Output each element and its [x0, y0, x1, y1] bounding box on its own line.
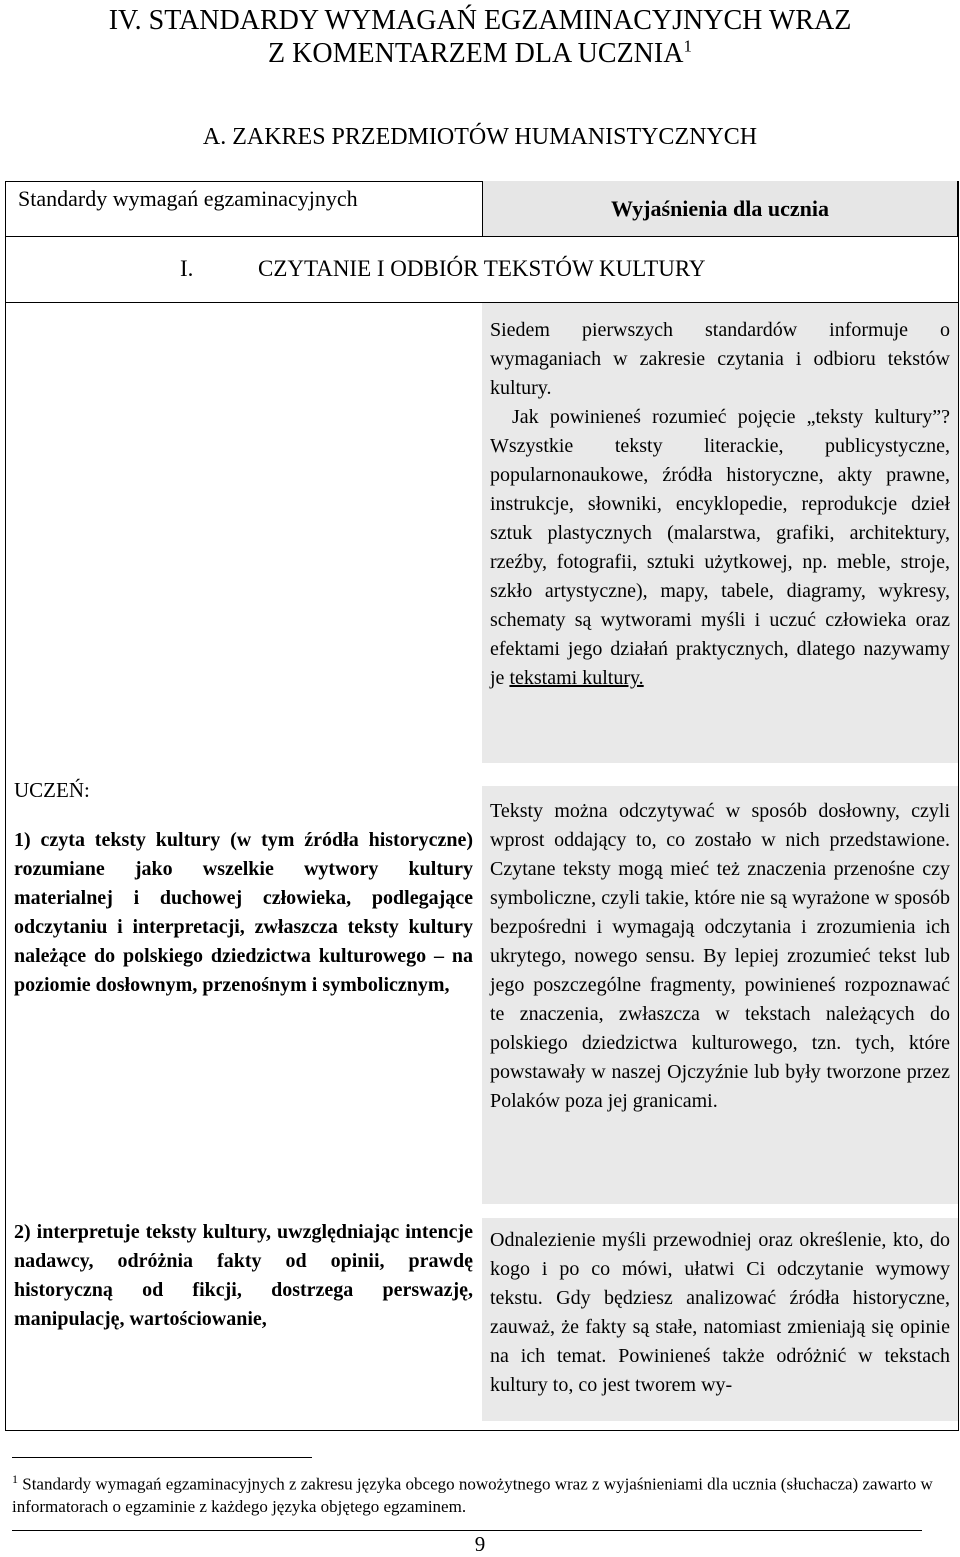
intro-paragraph-1: Siedem pierwszych standardów informuje o wymaganiach w zakresie czytania i odbioru tekstów kultury. — [490, 319, 950, 399]
explanation-standard-2-clip — [490, 1226, 950, 1418]
explanation-standard-1: Teksty można odczytywać w sposób dosłowny, czyli wprost oddający to, co zostało w nich przedstawione. Czytane teksty mogą mieć też znaczenia przenośne czy symboliczne, czyli takie, które nie są wyrażone w sposób bezpośredni i wymagają odczytania i zrozumienia ich ukrytego, nowego sensu. By lepiej zrozumieć tekst lub jego poszczególne fragmenty, powinieneś rozpoznawać te znaczenia, zwłaszcza w tekstach należących do polskiego dziedzictwa kulturowego, tzn. tych, które powstawały w naszej Ojczyźnie lub były tworzone przez Polaków poza jej granicami. — [490, 800, 950, 1112]
page-number: 9 — [474, 1532, 486, 1556]
page-bottom-rule — [12, 1530, 922, 1531]
explanation-standard-2: Odnalezienie myśli przewodniej oraz określenie, kto, do kogo i po co mówi, ułatwi Ci odczytanie wymowy tekstu. Gdy będziesz analizować źródła historyczne, zauważ, że fakty są stałe, natomiast zmieniają się opinie na ich temat. Powinieneś także odróżnić w tekstach kultury to, co jest tworem wy- — [490, 1229, 950, 1396]
footnote-separator — [12, 1457, 312, 1458]
section-title: CZYTANIE I ODBIÓR TEKSTÓW KULTURY — [258, 256, 706, 281]
footnote-reference: 1 — [683, 36, 692, 56]
footnote: $^1$ Standardy wymagań egzaminacyjnych z zakresu języka obcego nowożytnego wraz z wyjaśnieniami dla ucznia (słuchacza) zawarto w informatorach o egzaminie z każdego języka objętego egzaminem. — [12, 1472, 933, 1516]
header-explanations: Wyjaśnienia dla ucznia — [482, 181, 958, 237]
tekstami-kultury-underlined: tekstami kultury. — [509, 667, 644, 689]
table-right-border — [958, 181, 959, 1431]
student-label: UCZEŃ: — [14, 778, 90, 802]
section-number: I. — [180, 256, 194, 281]
page-title — [40, 4, 920, 70]
standard-1: 1) czyta teksty kultury (w tym źródła historyczne) rozumiane jako wszelkie wytwory kultury materialnej i duchowej człowieka, podlegające odczytaniu i interpretacji, zwłaszcza teksty kultury należące do polskiego dziedzictwa kulturowego – na poziomie dosłownym, przenośnym i symbolicznym, — [14, 829, 473, 996]
title-line-1: IV. STANDARDY WYMAGAŃ EGZAMINACYJNYCH WRAZ — [108, 5, 852, 36]
footnote-mark: 1 — [12, 1472, 18, 1486]
standard-2: 2) interpretuje teksty kultury, uwzględniając intencje nadawcy, odróżnia fakty od opinii, prawdę historyczną od fikcji, dostrzega perswazję, manipulację, wartościowanie, — [14, 1221, 473, 1330]
table-left-border — [5, 181, 6, 1431]
header-bottom-border — [5, 236, 482, 237]
section-subtitle: A. ZAKRES PRZEDMIOTÓW HUMANISTYCZNYCH — [202, 124, 758, 150]
title-line-2: Z KOMENTARZEM DLA UCZNIA$^1$ — [268, 36, 692, 69]
table-bottom-border — [5, 1430, 959, 1431]
header-standards: Standardy wymagań egzaminacyjnych — [18, 186, 358, 211]
intro-paragraph-2: Jak powinieneś rozumieć pojęcie „teksty kultury”? Wszystkie teksty literackie, publicystyczne, popularnonaukowe, źródła historyczne, akty prawne, instrukcje, słowniki, encyklopedie, reprodukcje dzieł sztuk plastycznych (malarstwa, grafiki, architektury, rzeźby, fotografii, sztuki użytkowej, np. meble, stroje, szkło artystyczne), mapy, tabele, diagramy, wykresy, schematy są wytworami myśli i uczuć człowieka oraz efektami jego działań praktycznych, dlatego nazywamy je tekstami kultury. — [490, 406, 950, 689]
